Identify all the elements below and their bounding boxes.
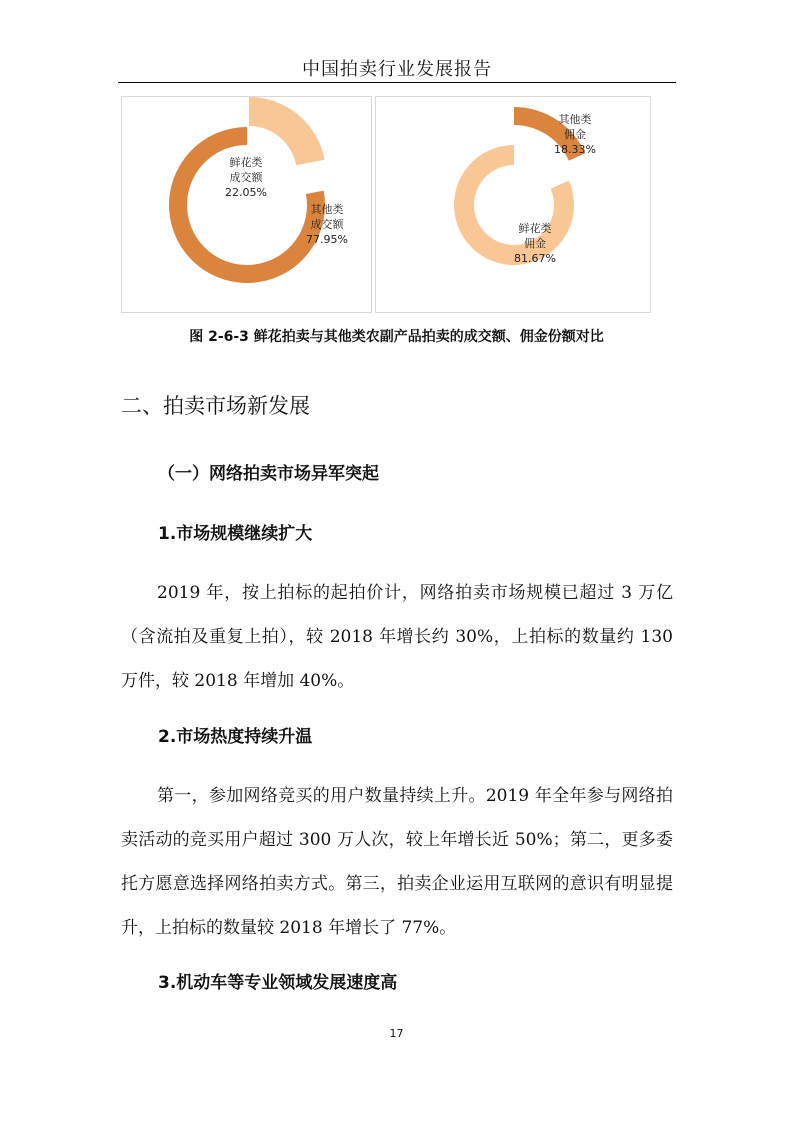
donut-chart-commission [376,97,650,312]
slice-label-line: 鲜花类 [229,156,263,169]
item-heading-2: 2.市场热度持续升温 [158,727,313,747]
chart-transaction-share [121,96,372,313]
item-heading-3: 3.机动车等专业领域发展速度高 [158,973,398,993]
figure-caption: 图 2-6-3 鲜花拍卖与其他类农副产品拍卖的成交额、佣金份额对比 [189,329,604,345]
slice-label-value: 81.67% [514,252,556,265]
paragraph-1: 2019 年，按上拍标的起拍价计，网络拍卖市场规模已超过 3 万亿（含流拍及重复上拍），较 2018 年增长约 30%，上拍标的数量约 130 万件，较 2018 年增加 40%。 [121,583,673,691]
slice-label-line: 成交额 [310,218,344,231]
slice-label-1 [225,155,267,199]
donut-slice-2 [454,145,574,265]
slice-label-value: 18.33% [554,143,596,156]
slice-label-line: 鲜花类 [518,222,552,235]
subsection-heading: （一）网络拍卖市场异军突起 [158,464,379,484]
slice-label-value: 77.95% [306,233,348,246]
slice-label-value: 22.05% [225,186,267,199]
slice-label-line: 其他类 [310,203,344,216]
slice-label-line: 佣金 [524,237,546,250]
header-rule [118,82,676,83]
slice-label-2 [306,202,348,246]
item-heading-1: 1.市场规模继续扩大 [158,524,313,544]
page-number: 17 [389,1027,404,1040]
paragraph-2: 第一，参加网络竞买的用户数量持续上升。2019 年全年参与网络拍卖活动的竞买用户超过 300 万人次，较上年增长近 50%；第二，更多委托方愿意选择网络拍卖方式。第三，拍卖企业运用互联网的意识有明显提升，上拍标的数量较 2018 年增长了 77%。 [121,786,673,938]
chart-commission-share [375,96,651,313]
donut-chart-transaction [122,97,371,312]
running-header-title: 中国拍卖行业发展报告 [302,59,492,80]
slice-label-line: 其他类 [558,113,592,126]
donut-slice-1 [249,97,325,165]
slice-label-line: 成交额 [229,171,263,184]
section-heading: 二、拍卖市场新发展 [121,394,310,418]
slice-label-line: 佣金 [564,128,586,141]
